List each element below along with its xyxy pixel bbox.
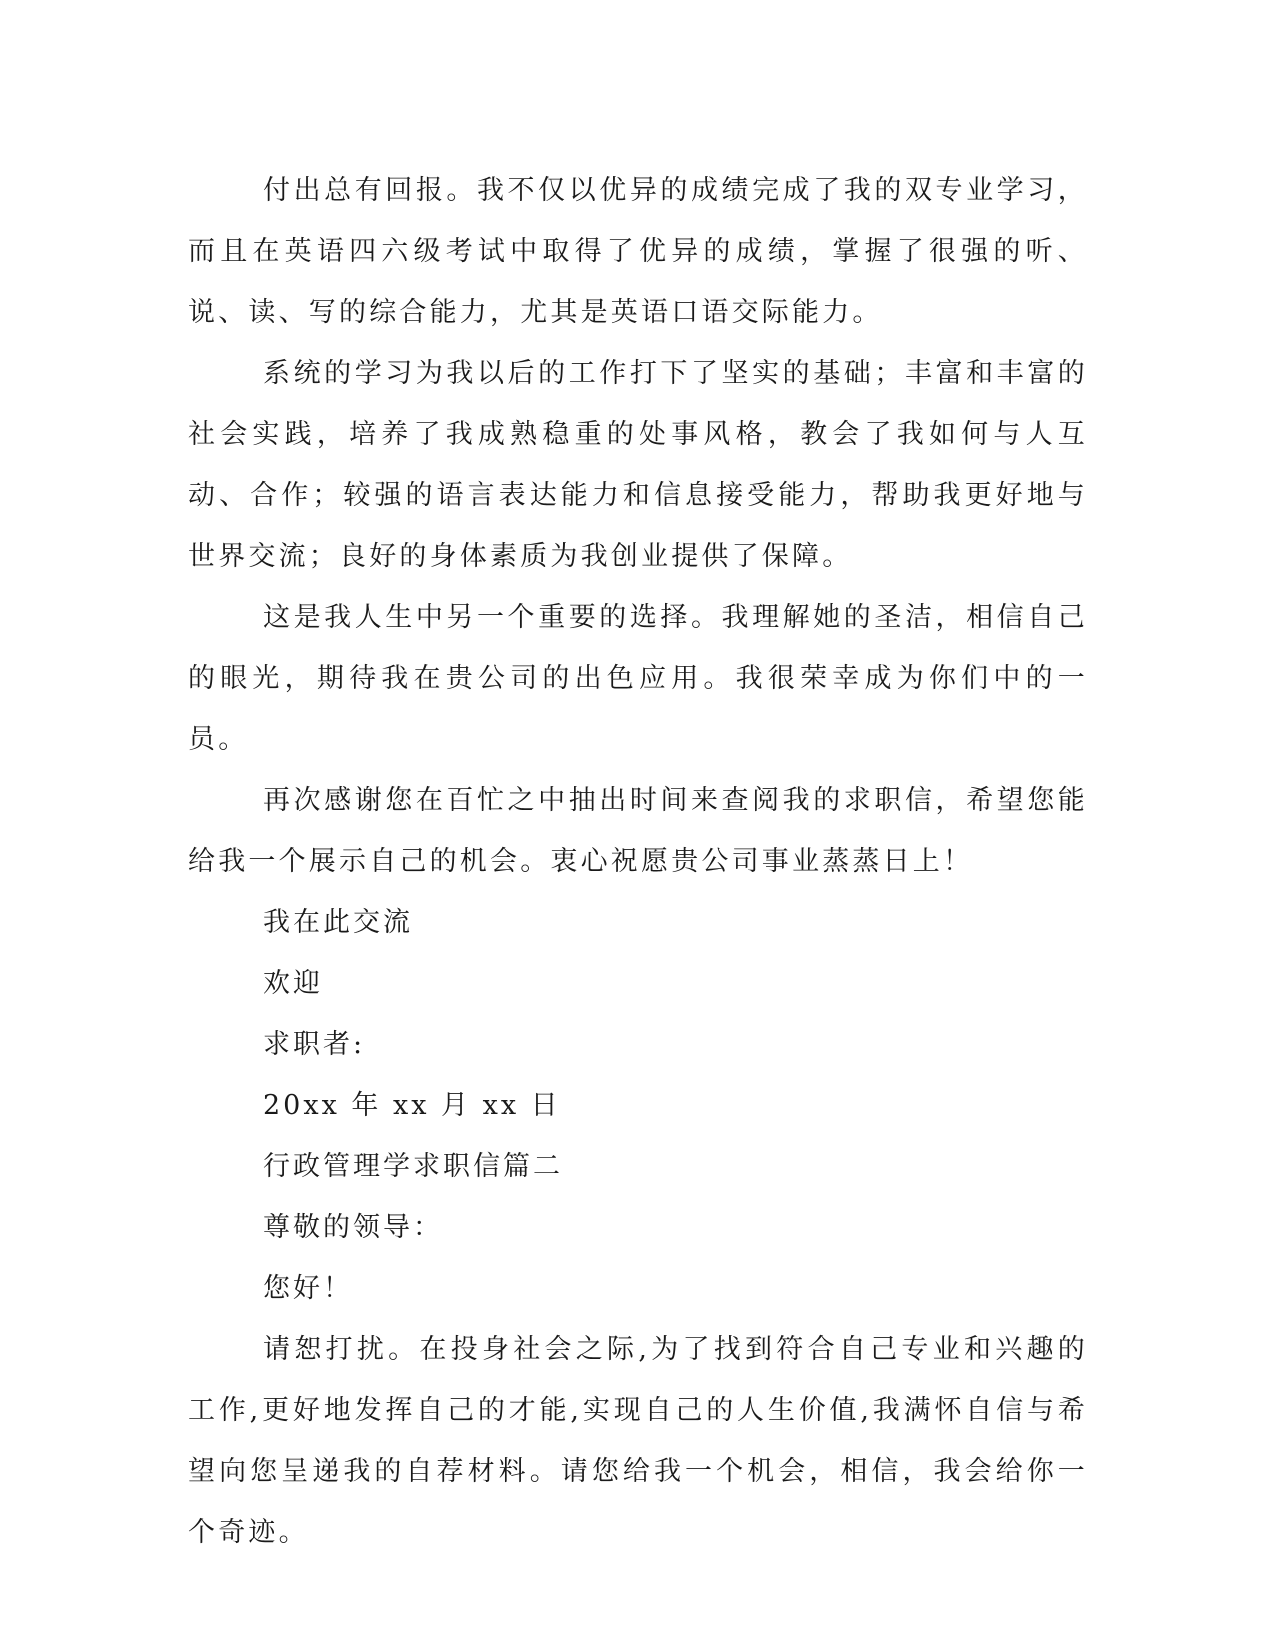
paragraph-thanks: 再次感谢您在百忙之中抽出时间来查阅我的求职信，希望您能给我一个展示自己的机会。衷心祝愿贵公司事业蒸蒸日上！ bbox=[188, 785, 1088, 877]
document-page bbox=[188, 160, 1088, 1563]
paragraph-achievements: 付出总有回报。我不仅以优异的成绩完成了我的双专业学习，而且在英语四六级考试中取得了优异的成绩，掌握了很强的听、说、读、写的综合能力，尤其是英语口语交际能力。 bbox=[188, 175, 1088, 328]
section-title: 行政管理学求职信篇二 bbox=[263, 1151, 563, 1182]
letter-date: 20xx 年 xx 月 xx 日 bbox=[263, 1090, 561, 1121]
closing-line: 我在此交流 bbox=[263, 907, 413, 938]
greeting: 您好！ bbox=[263, 1273, 353, 1304]
closing-welcome: 欢迎 bbox=[263, 968, 323, 999]
signature-label: 求职者: bbox=[263, 1029, 366, 1060]
salutation: 尊敬的领导： bbox=[263, 1212, 443, 1243]
paragraph-choice: 这是我人生中另一个重要的选择。我理解她的圣洁，相信自己的眼光，期待我在贵公司的出色应用。我很荣幸成为你们中的一员。 bbox=[188, 602, 1088, 755]
paragraph-foundation: 系统的学习为我以后的工作打下了坚实的基础；丰富和丰富的社会实践，培养了我成熟稳重的处事风格，教会了我如何与人互动、合作；较强的语言表达能力和信息接受能力，帮助我更好地与世界交流；良好的身体素质为我创业提供了保障。 bbox=[188, 358, 1088, 572]
paragraph-request: 请恕打扰。在投身社会之际,为了找到符合自己专业和兴趣的工作,更好地发挥自己的才能,实现自己的人生价值,我满怀自信与希望向您呈递我的自荐材料。请您给我一个机会，相信，我会给你一个奇迹。 bbox=[188, 1334, 1088, 1548]
